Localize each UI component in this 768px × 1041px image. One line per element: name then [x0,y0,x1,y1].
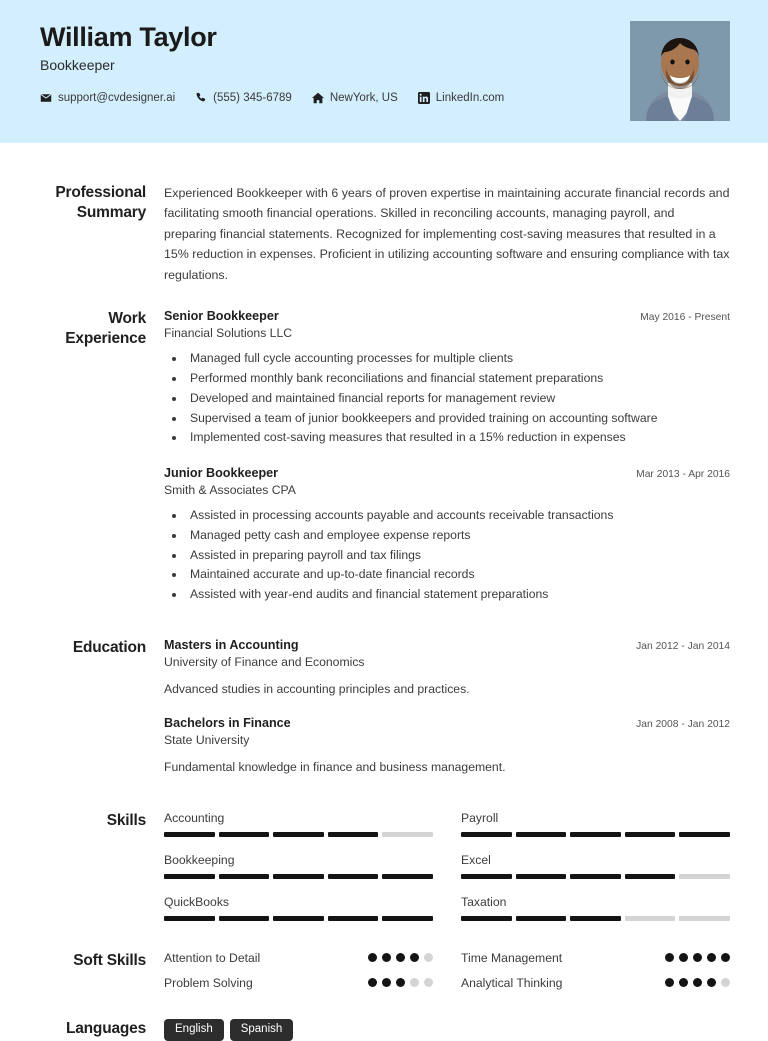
entry-date: Mar 2013 - Apr 2016 [636,469,730,481]
entry [164,638,730,698]
bullet-item: • Assisted with year-end audits and financial statement preparations [186,585,730,605]
section-label-summary: Professional Summary [55,184,146,221]
section-professional-summary [38,143,730,285]
entry-description: Fundamental knowledge in finance and business management. [164,760,506,775]
contact-phone[interactable] [195,92,292,104]
bullet-item: • Performed monthly bank reconciliations and financial statement preparations [186,369,730,389]
section-label-education: Education [72,639,146,656]
skill-bar-segment [516,874,567,879]
section-label-languages: Languages [65,1019,146,1037]
language-tag: Spanish [230,1019,294,1041]
rating-dot [368,978,377,987]
rating-dot [707,978,716,987]
skill-bar-segment [625,916,676,921]
skill-bar-segment [516,916,567,921]
entry-role: Senior Bookkeeper [164,309,279,324]
soft-skill-rating-dots [665,978,730,987]
skill-level-bar [461,832,730,837]
soft-skill-name: Attention to Detail [164,950,261,965]
rating-dot [368,953,377,962]
bullet-item: • Managed petty cash and employee expense reports [186,526,730,546]
entry-bullet-list [164,506,730,605]
soft-skill-name: Analytical Thinking [461,975,563,990]
skill-level-bar [461,916,730,921]
rating-dot [679,978,688,987]
skill-bar-segment [219,874,270,879]
rating-dot [679,953,688,962]
rating-dot [410,978,419,987]
skill-level-bar [164,832,433,837]
rating-dot [665,978,674,987]
entry-organization: Financial Solutions LLC [164,326,293,341]
skill-bar-segment [328,874,379,879]
skill-bar-segment [328,832,379,837]
skill-name: Taxation [461,894,507,909]
rating-dot [382,953,391,962]
bullet-item: • Assisted in processing accounts payable and accounts receivable transactions [186,506,730,526]
skill-bar-segment [328,916,379,921]
contact-location-text: NewYork, US [329,92,398,105]
entry-header [164,638,730,652]
skill-item [164,895,433,921]
skill-name: QuickBooks [164,894,230,909]
entry-date: Jan 2012 - Jan 2014 [636,641,730,652]
rating-dot [707,953,716,962]
skill-item [461,895,730,921]
skill-bar-segment [273,874,324,879]
skill-item [164,853,433,879]
skill-bar-segment [219,916,270,921]
rating-dot [396,953,405,962]
soft-skill-rating-dots [665,953,730,962]
entry [164,309,730,448]
bullet-item: • Developed and maintained financial reports for management review [186,389,730,409]
contact-linkedin[interactable] [418,92,504,104]
skill-bar-segment [516,832,567,837]
entry-description: Advanced studies in accounting principles and practices. [164,682,470,696]
skill-bar-segment [570,874,621,879]
skill-item [461,811,730,837]
skill-bar-segment [625,874,676,879]
section-languages [38,990,730,1041]
section-skills [38,777,730,921]
section-education [38,605,730,777]
skill-name: Accounting [164,810,225,825]
summary-text: Experienced Bookkeeper with 6 years of proven expertise in maintaining accurate financial records and facilitating smooth financial operations. Skilled in reconciling accounts, managing payroll, and preparing financial statements. Recognized for implementing cost-saving measures that resulted in a 15% reduction in expenses. Proficient in utilizing accounting software and ensuring compliance with tax regulations. [164,186,730,282]
envelope-icon [40,92,52,104]
entry-header [164,466,730,480]
rating-dot [424,978,433,987]
skill-name: Bookkeeping [164,852,235,867]
contact-email[interactable] [40,92,175,104]
skill-bar-segment [679,832,730,837]
section-label-skills: Skills [106,811,146,829]
skill-bar-segment [273,916,324,921]
skill-bar-segment [679,874,730,879]
rating-dot [693,978,702,987]
skill-bar-segment [461,874,512,879]
skill-bar-segment [164,916,215,921]
entry-role: Masters in Accounting [164,638,299,652]
rating-dot [382,978,391,987]
resume-body [0,143,768,1041]
rating-dot [693,953,702,962]
resume-header [0,0,768,143]
skill-bar-segment [382,916,433,921]
bullet-item: • Implemented cost-saving measures that resulted in a 15% reduction in expenses [186,428,730,448]
section-label-soft-skills: Soft Skills [73,951,146,969]
entry-role: Bachelors in Finance [164,716,291,731]
skill-bar-segment [461,916,512,921]
skill-level-bar [461,874,730,879]
entry-organization: State University [164,733,250,748]
entry-organization: University of Finance and Economics [164,655,365,669]
rating-dot [665,953,674,962]
entry-role: Junior Bookkeeper [164,466,279,481]
soft-skill-rating-dots [368,953,433,962]
skill-bar-segment [461,832,512,837]
contact-row [40,92,728,104]
home-icon [312,92,324,104]
section-work-experience [38,285,730,605]
skill-level-bar [164,916,433,921]
entry [164,466,730,605]
soft-skill-item [461,976,730,990]
avatar [630,21,730,121]
rating-dot [721,953,730,962]
entry-date: Jan 2008 - Jan 2012 [636,719,730,731]
skill-bar-segment [164,874,215,879]
phone-icon [195,92,207,104]
soft-skill-item [164,951,433,965]
rating-dot [410,953,419,962]
skill-bar-segment [219,832,270,837]
skill-item [164,811,433,837]
soft-skill-item [164,976,433,990]
section-label-work: Work Experience [65,310,146,348]
soft-skill-name: Problem Solving [164,975,253,990]
bullet-item: • Maintained accurate and up-to-date financial records [186,565,730,585]
soft-skill-name: Time Management [461,950,563,965]
bullet-item: • Supervised a team of junior bookkeepers and provided training on accounting software [186,409,730,429]
entry-date: May 2016 - Present [640,312,730,324]
entry-organization: Smith & Associates CPA [164,483,296,498]
entry [164,716,730,776]
contact-linkedin-text: LinkedIn.com [435,92,505,105]
contact-phone-text: (555) 345-6789 [213,92,292,105]
language-tag: English [164,1019,224,1041]
rating-dot [396,978,405,987]
section-soft-skills [38,921,730,990]
skill-bar-segment [273,832,324,837]
linkedin-icon [418,92,430,104]
entry-bullet-list [164,349,730,448]
skill-bar-segment [570,832,621,837]
skill-item [461,853,730,879]
skill-name: Payroll [461,810,499,825]
rating-dot [721,978,730,987]
soft-skill-item [461,951,730,965]
skill-bar-segment [570,916,621,921]
skill-bar-segment [164,832,215,837]
rating-dot [424,953,433,962]
skill-bar-segment [382,874,433,879]
soft-skill-rating-dots [368,978,433,987]
skill-level-bar [164,874,433,879]
job-title: Bookkeeper [40,57,115,74]
contact-location[interactable] [312,92,398,104]
skill-bar-segment [625,832,676,837]
bullet-item: • Managed full cycle accounting processes for multiple clients [186,349,730,369]
skill-bar-segment [679,916,730,921]
entry-header [164,309,730,323]
skill-bar-segment [382,832,433,837]
skill-name: Excel [461,852,491,867]
bullet-item: • Assisted in preparing payroll and tax filings [186,546,730,566]
page-title: William Taylor [40,22,217,52]
contact-email-text: support@cvdesigner.ai [58,92,176,105]
entry-header [164,716,730,730]
